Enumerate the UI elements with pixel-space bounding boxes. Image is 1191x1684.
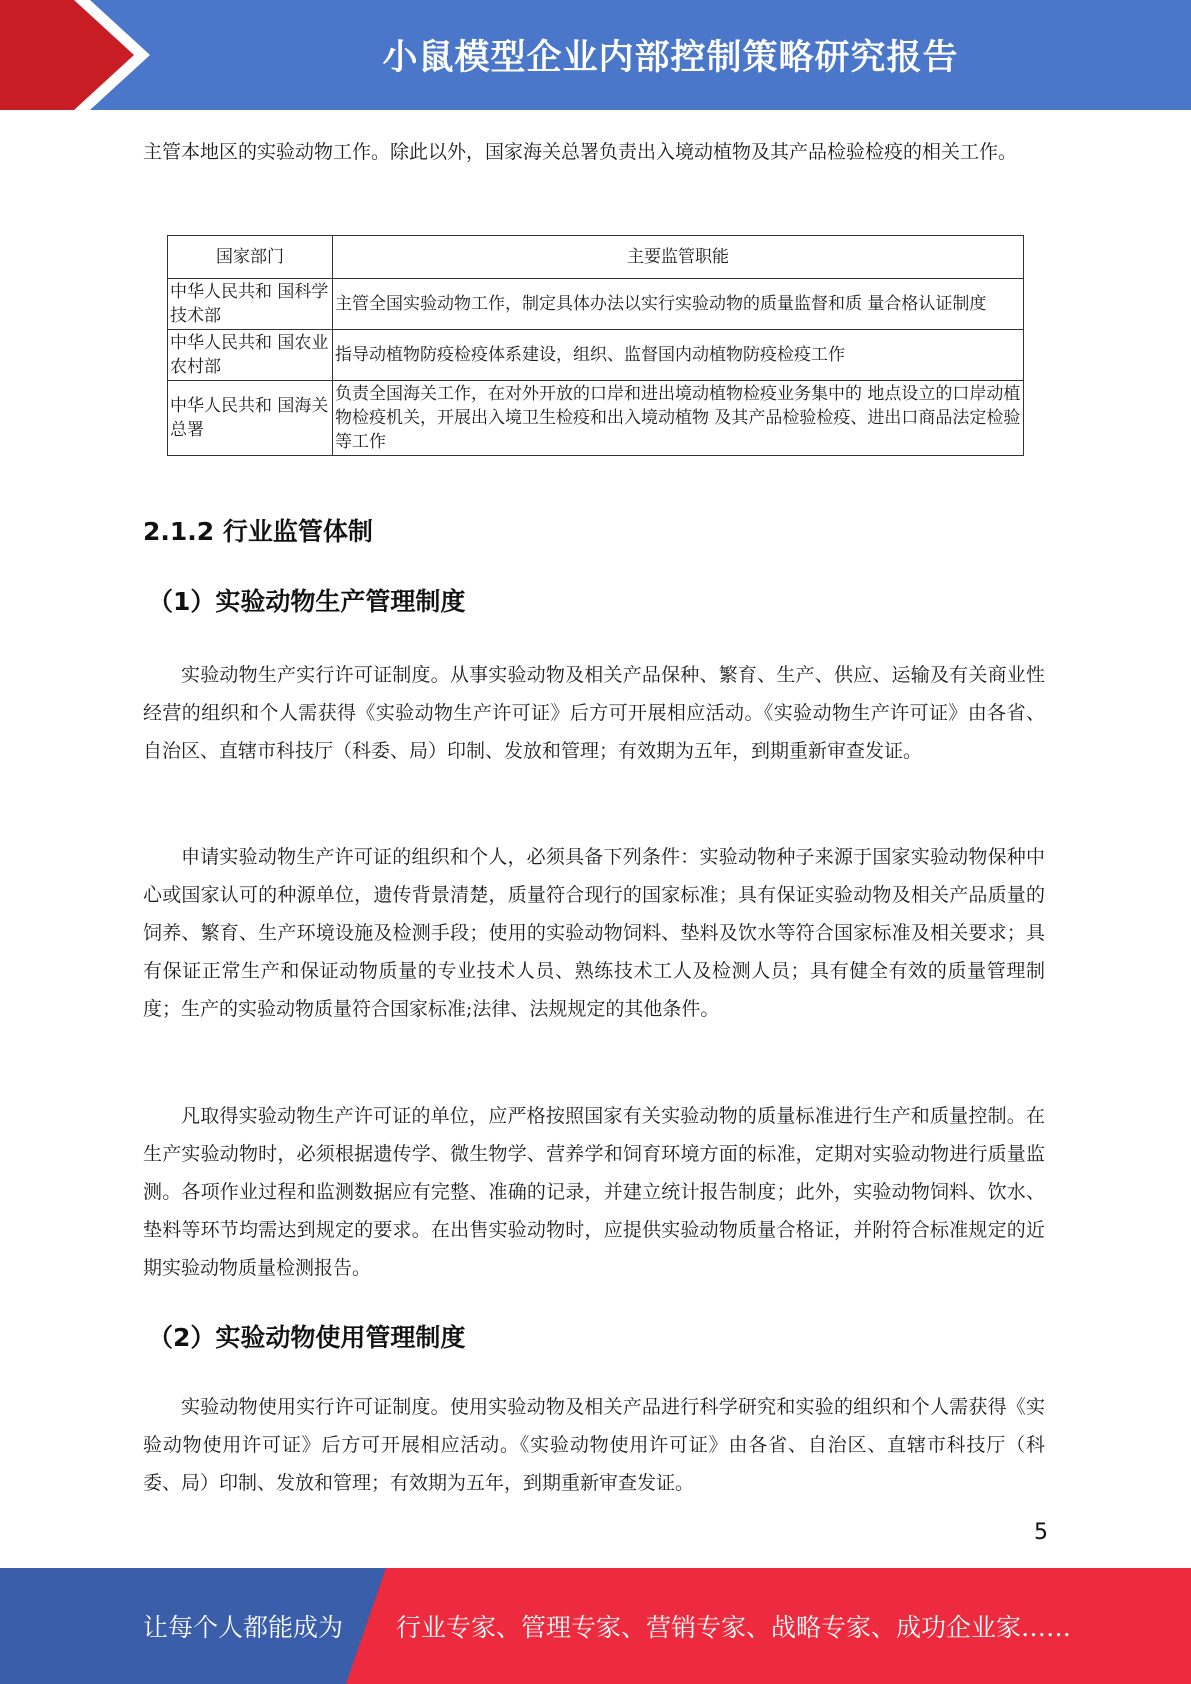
intro-paragraph: 主管本地区的实验动物工作。除此以外，国家海关总署负责出入境动植物及其产品检验检疫的相关工作。 (143, 141, 1018, 163)
table-cell-dept: 中华人民共和 国海关总署 (168, 381, 333, 456)
subsection-1-body-3 (143, 1097, 1045, 1287)
table-header-dept: 国家部门 (168, 236, 333, 279)
subsection-2-body (143, 1388, 1045, 1502)
table-header-row (168, 236, 1024, 279)
subsection-heading-1: （1）实验动物生产管理制度 (148, 587, 466, 616)
footer-lead-text: 让每个人都能成为 (143, 1613, 344, 1642)
paragraph: 实验动物使用实行许可证制度。使用实验动物及相关产品进行科学研究和实验的组织和个人需获得《实验动物使用许可证》后方可开展相应活动。《实验动物使用许可证》由各省、自治区、直辖市科技厅（科委、局）印制、发放和管理；有效期为五年，到期重新审查发证。 (143, 1396, 1045, 1494)
table-row (168, 330, 1024, 381)
table-cell-duty: 指导动植物防疫检疫体系建设，组织、监督国内动植物防疫检疫工作 (333, 330, 1024, 381)
table-cell-dept: 中华人民共和 国科学技术部 (168, 279, 333, 330)
table-cell-duty: 主管全国实验动物工作，制定具体办法以实行实验动物的质量监督和质 量合格认证制度 (333, 279, 1024, 330)
subsection-1-body-2 (143, 838, 1045, 1028)
page-header (0, 0, 1191, 110)
section-heading: 2.1.2 行业监管体制 (143, 517, 373, 546)
paragraph: 凡取得实验动物生产许可证的单位，应严格按照国家有关实验动物的质量标准进行生产和质量控制。在生产实验动物时，必须根据遗传学、微生物学、营养学和饲育环境方面的标准，定期对实验动物进行质量监测。各项作业过程和监测数据应有完整、准确的记录，并建立统计报告制度；此外，实验动物饲料、饮水、垫料等环节均需达到规定的要求。在出售实验动物时，应提供实验动物质量合格证，并附符合标准规定的近期实验动物质量检测报告。 (143, 1105, 1045, 1279)
table-cell-dept: 中华人民共和 国农业农村部 (168, 330, 333, 381)
report-title: 小鼠模型企业内部控制策略研究报告 (382, 38, 959, 78)
subsection-1-body (143, 656, 1045, 770)
page-footer (0, 1568, 1191, 1684)
subsection-heading-2: （2）实验动物使用管理制度 (148, 1323, 466, 1352)
table-header-duty: 主要监管职能 (333, 236, 1024, 279)
intro-block (143, 133, 1045, 171)
regulator-table (167, 235, 1024, 456)
table-row (168, 381, 1024, 456)
header-arrow-icon (0, 0, 134, 110)
paragraph: 实验动物生产实行许可证制度。从事实验动物及相关产品保种、繁育、生产、供应、运输及有关商业性经营的组织和个人需获得《实验动物生产许可证》后方可开展相应活动。《实验动物生产许可证》由各省、自治区、直辖市科技厅（科委、局）印制、发放和管理；有效期为五年，到期重新审查发证。 (143, 664, 1045, 762)
footer-slogan: 行业专家、管理专家、营销专家、战略专家、成功企业家…… (396, 1613, 1072, 1642)
table-cell-duty: 负责全国海关工作，在对外开放的口岸和进出境动植物检疫业务集中的 地点设立的口岸动植物检疫机关，开展出入境卫生检疫和出入境动植物 及其产品检验检疫、进出口商品法定检验等工作 (333, 381, 1024, 456)
page-number: 5 (1034, 1520, 1048, 1545)
paragraph: 申请实验动物生产许可证的组织和个人，必须具备下列条件：实验动物种子来源于国家实验动物保种中心或国家认可的种源单位，遗传背景清楚，质量符合现行的国家标准；具有保证实验动物及相关产品质量的饲养、繁育、生产环境设施及检测手段；使用的实验动物饲料、垫料及饮水等符合国家标准及相关要求；具有保证正常生产和保证动物质量的专业技术人员、熟练技术工人及检测人员；具有健全有效的质量管理制度；生产的实验动物质量符合国家标准;法律、法规规定的其他条件。 (143, 846, 1045, 1020)
table-row (168, 279, 1024, 330)
